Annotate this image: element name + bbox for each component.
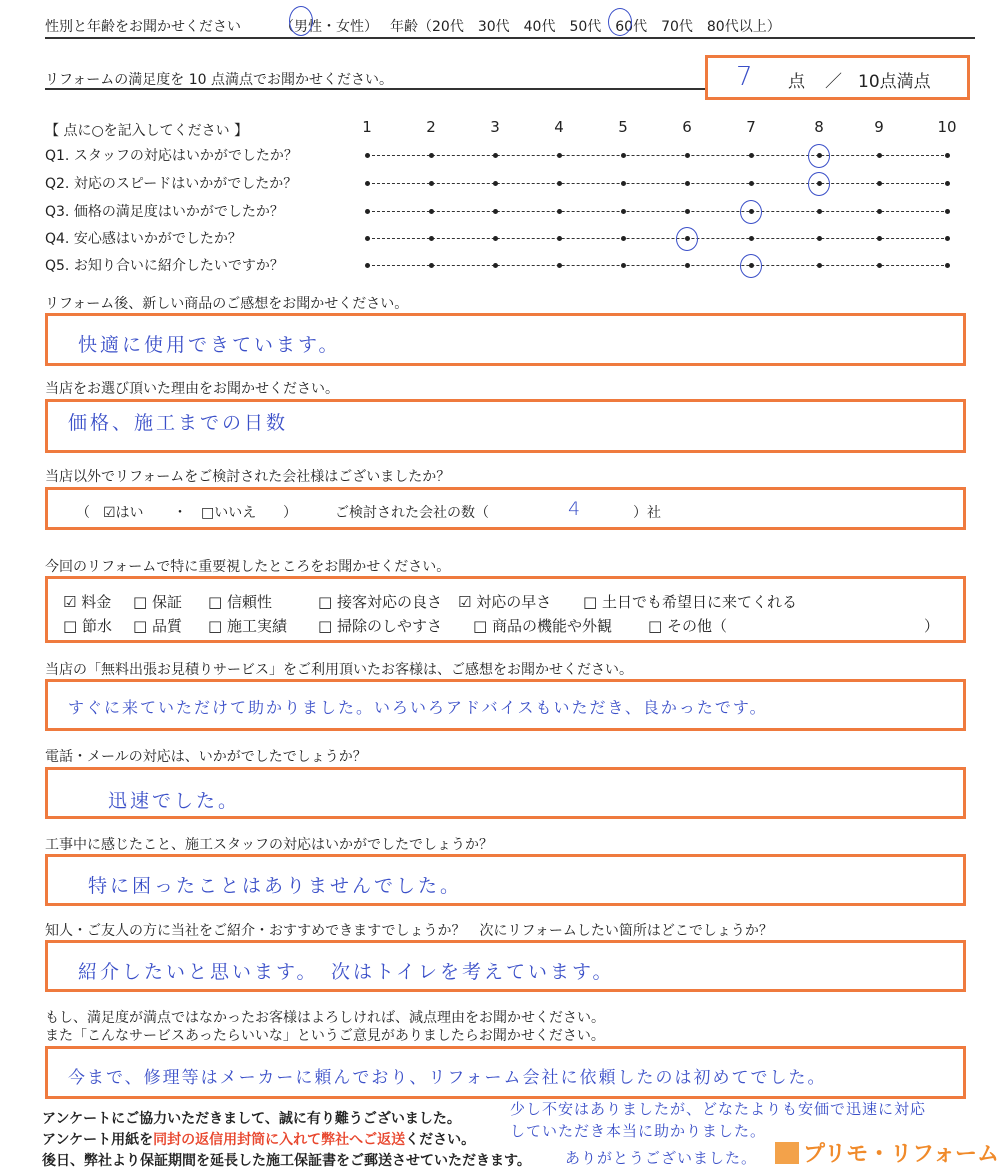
paren: ） bbox=[283, 505, 297, 521]
house-icon bbox=[775, 1142, 799, 1164]
footer-text: アンケート用紙を bbox=[42, 1132, 154, 1148]
question-label: Q1. スタッフの対応はいかがでしたか？ bbox=[45, 148, 298, 164]
divider bbox=[45, 37, 975, 39]
scale-number: 7 bbox=[746, 118, 756, 136]
rating-point[interactable] bbox=[429, 153, 434, 158]
scale-number: 10 bbox=[937, 118, 957, 136]
rating-point[interactable] bbox=[877, 153, 882, 158]
s8-label: 知人・ご友人の方に当社をご紹介・おすすめできますでしょうか？ 次にリフォームしたい箇所はどこでしょうか？ bbox=[45, 923, 773, 939]
rating-point[interactable] bbox=[493, 263, 498, 268]
s1-label: リフォーム後、新しい商品のご感想をお聞かせください。 bbox=[45, 296, 409, 312]
rating-point[interactable] bbox=[877, 236, 882, 241]
score-unit: 点 bbox=[788, 72, 805, 92]
priority-checkbox[interactable]: □ 商品の機能や外観 bbox=[473, 617, 612, 635]
scale-number: 9 bbox=[874, 118, 884, 136]
priority-checkbox[interactable]: □ 節水 bbox=[63, 617, 112, 635]
rating-point[interactable] bbox=[945, 263, 950, 268]
s8-answer: 紹介したいと思います。 次はトイレを考えています。 bbox=[78, 961, 615, 983]
rating-point[interactable] bbox=[685, 209, 690, 214]
s9-label2: また「こんなサービスあったらいいな」というご意見がありましたらお聞かせください。 bbox=[45, 1028, 605, 1044]
rating-point[interactable] bbox=[429, 263, 434, 268]
question-label: Q4. 安心感はいかがでしたか？ bbox=[45, 231, 242, 247]
note-line3: ありがとうございました。 bbox=[565, 1149, 758, 1167]
count-unit: ）社 bbox=[633, 505, 661, 521]
priority-checkbox[interactable]: □ 施工実績 bbox=[208, 617, 287, 635]
rating-point[interactable] bbox=[945, 209, 950, 214]
rating-scale[interactable] bbox=[367, 155, 949, 156]
s7-label: 工事中に感じたこと、施工スタッフの対応はいかがでしたでしょうか？ bbox=[45, 837, 493, 853]
rating-point[interactable] bbox=[365, 236, 370, 241]
age-circle bbox=[608, 8, 632, 36]
scale-number: 5 bbox=[618, 118, 628, 136]
rating-point[interactable] bbox=[621, 153, 626, 158]
rating-point[interactable] bbox=[817, 236, 822, 241]
rating-point[interactable] bbox=[429, 236, 434, 241]
scale-number: 4 bbox=[554, 118, 564, 136]
question-label: Q2. 対応のスピードはいかがでしたか？ bbox=[45, 176, 298, 192]
rating-scale[interactable] bbox=[367, 238, 949, 239]
footer-highlight: 同封の返信用封筒に入れて弊社へご返送 bbox=[153, 1132, 406, 1148]
scale-instruction: 【 点に○を記入してください 】 bbox=[45, 123, 249, 139]
satisfaction-label: リフォームの満足度を 10 点満点でお聞かせください。 bbox=[45, 72, 394, 88]
dot: ・ bbox=[173, 505, 187, 521]
rating-point[interactable] bbox=[621, 263, 626, 268]
rating-point[interactable] bbox=[685, 181, 690, 186]
rating-point[interactable] bbox=[365, 181, 370, 186]
question-label: Q3. 価格の満足度はいかがでしたか？ bbox=[45, 204, 284, 220]
s8-answer-box[interactable] bbox=[45, 940, 966, 992]
rating-point[interactable] bbox=[685, 263, 690, 268]
footer-line1: アンケートにご協力いただきまして、誠に有り難うございました。 bbox=[42, 1111, 461, 1127]
rating-circle bbox=[808, 172, 830, 196]
note-line2: していただき本当に助かりました。 bbox=[510, 1122, 767, 1140]
note-line1: 少し不安はありましたが、どなたよりも安価で迅速に対応 bbox=[510, 1100, 927, 1118]
scale-number: 1 bbox=[362, 118, 372, 136]
s2-label: 当店をお選び頂いた理由をお聞かせください。 bbox=[45, 381, 339, 397]
s7-answer-box[interactable] bbox=[45, 854, 966, 906]
priority-checkbox[interactable]: □ 掃除のしやすさ bbox=[318, 617, 442, 635]
rating-point[interactable] bbox=[621, 209, 626, 214]
rating-point[interactable] bbox=[621, 181, 626, 186]
scale-number: 2 bbox=[426, 118, 436, 136]
company-logo bbox=[775, 1142, 999, 1168]
rating-point[interactable] bbox=[557, 153, 562, 158]
s7-answer: 特に困ったことはありませんでした。 bbox=[88, 875, 463, 897]
s9-answer: 今まで、修理等はメーカーに頼んでおり、リフォーム会社に依頼したのは初めてでした。 bbox=[68, 1068, 827, 1088]
s2-answer-box[interactable] bbox=[45, 399, 966, 453]
rating-point[interactable] bbox=[493, 181, 498, 186]
gender-circle bbox=[289, 6, 313, 36]
rating-point[interactable] bbox=[429, 209, 434, 214]
priority-checkbox[interactable]: ☑ 対応の早さ bbox=[458, 593, 552, 611]
rating-point[interactable] bbox=[945, 236, 950, 241]
scale-number: 3 bbox=[490, 118, 500, 136]
rating-point[interactable] bbox=[365, 263, 370, 268]
rating-point[interactable] bbox=[493, 236, 498, 241]
rating-point[interactable] bbox=[685, 153, 690, 158]
rating-point[interactable] bbox=[749, 153, 754, 158]
gender-age-label: 性別と年齢をお聞かせください bbox=[45, 19, 241, 35]
rating-point[interactable] bbox=[557, 209, 562, 214]
question-label: Q5. お知り合いに紹介したいですか？ bbox=[45, 258, 284, 274]
s6-answer-box[interactable] bbox=[45, 767, 966, 819]
s5-answer-box[interactable] bbox=[45, 679, 966, 731]
rating-circle bbox=[740, 254, 762, 278]
s3-label: 当店以外でリフォームをご検討された会社様はございましたか？ bbox=[45, 469, 451, 485]
rating-point[interactable] bbox=[429, 181, 434, 186]
s6-answer: 迅速でした。 bbox=[108, 790, 241, 812]
s4-box bbox=[45, 576, 966, 643]
priority-checkbox[interactable]: □ 信頼性 bbox=[208, 593, 272, 611]
rating-point[interactable] bbox=[877, 209, 882, 214]
rating-point[interactable] bbox=[365, 209, 370, 214]
count-label: ご検討された会社の数（ bbox=[335, 505, 489, 521]
paren: （ bbox=[76, 505, 90, 521]
gender-options: （男性・女性） bbox=[280, 19, 378, 35]
priority-checkbox[interactable]: □ 土日でも希望日に来てくれる bbox=[583, 593, 797, 611]
rating-circle bbox=[676, 227, 698, 251]
s4-label: 今回のリフォームで特に重要視したところをお聞かせください。 bbox=[45, 559, 451, 575]
s3-box bbox=[45, 487, 966, 530]
rating-point[interactable] bbox=[817, 209, 822, 214]
s1-answer: 快適に使用できています。 bbox=[78, 334, 341, 356]
count-value[interactable]: 4 bbox=[568, 498, 584, 520]
rating-point[interactable] bbox=[557, 263, 562, 268]
rating-scale[interactable] bbox=[367, 211, 949, 212]
rating-circle bbox=[740, 200, 762, 224]
priority-checkbox[interactable]: ☑ 料金 bbox=[63, 593, 112, 611]
rating-point[interactable] bbox=[493, 209, 498, 214]
score-value: 7 bbox=[736, 62, 756, 92]
scale-number: 8 bbox=[814, 118, 824, 136]
s9-answer-box[interactable] bbox=[45, 1046, 966, 1099]
rating-point[interactable] bbox=[621, 236, 626, 241]
rating-point[interactable] bbox=[365, 153, 370, 158]
s5-label: 当店の「無料出張お見積りサービス」をご利用頂いたお客様は、ご感想をお聞かせください。 bbox=[45, 662, 633, 678]
score-sep: ／ bbox=[825, 72, 842, 92]
rating-point[interactable] bbox=[557, 236, 562, 241]
s2-answer: 価格、施工までの日数 bbox=[68, 412, 289, 434]
rating-point[interactable] bbox=[945, 153, 950, 158]
scale-number: 6 bbox=[682, 118, 692, 136]
score-box bbox=[705, 55, 970, 100]
rating-point[interactable] bbox=[877, 263, 882, 268]
rating-point[interactable] bbox=[493, 153, 498, 158]
rating-point[interactable] bbox=[817, 263, 822, 268]
rating-point[interactable] bbox=[945, 181, 950, 186]
yes-checkbox[interactable]: ☑はい bbox=[103, 505, 144, 521]
priority-checkbox[interactable]: □ 品質 bbox=[133, 617, 182, 635]
score-max: 10点満点 bbox=[858, 72, 931, 92]
paren: ） bbox=[924, 617, 940, 635]
age-options: 年齢（20代 30代 40代 50代 60代 70代 80代以上） bbox=[390, 19, 781, 35]
rating-circle bbox=[808, 144, 830, 168]
footer-line2 bbox=[42, 1129, 475, 1149]
rating-point[interactable] bbox=[557, 181, 562, 186]
rating-point[interactable] bbox=[749, 236, 754, 241]
s1-answer-box[interactable] bbox=[45, 313, 966, 366]
divider bbox=[45, 88, 705, 90]
rating-point[interactable] bbox=[877, 181, 882, 186]
s6-label: 電話・メールの対応は、いかがでしたでしょうか？ bbox=[45, 749, 367, 765]
no-checkbox[interactable]: □いいえ bbox=[201, 505, 257, 521]
rating-scale[interactable] bbox=[367, 183, 949, 184]
priority-checkbox[interactable]: □ その他（ bbox=[648, 617, 727, 635]
s5-answer: すぐに来ていただけて助かりました。いろいろアドバイスもいただき、良かったです。 bbox=[68, 698, 768, 717]
rating-scale[interactable] bbox=[367, 265, 949, 266]
priority-checkbox[interactable]: □ 接客対応の良さ bbox=[318, 593, 442, 611]
s9-label1: もし、満足度が満点ではなかったお客様はよろしければ、減点理由をお聞かせください。 bbox=[45, 1010, 605, 1026]
footer-line3: 後日、弊社より保証期間を延長した施工保証書をご郵送させていただきます。 bbox=[42, 1153, 531, 1169]
footer-text: ください。 bbox=[405, 1132, 476, 1148]
logo-text: プリモ・リフォーム bbox=[803, 1142, 1000, 1167]
rating-point[interactable] bbox=[749, 181, 754, 186]
priority-checkbox[interactable]: □ 保証 bbox=[133, 593, 182, 611]
